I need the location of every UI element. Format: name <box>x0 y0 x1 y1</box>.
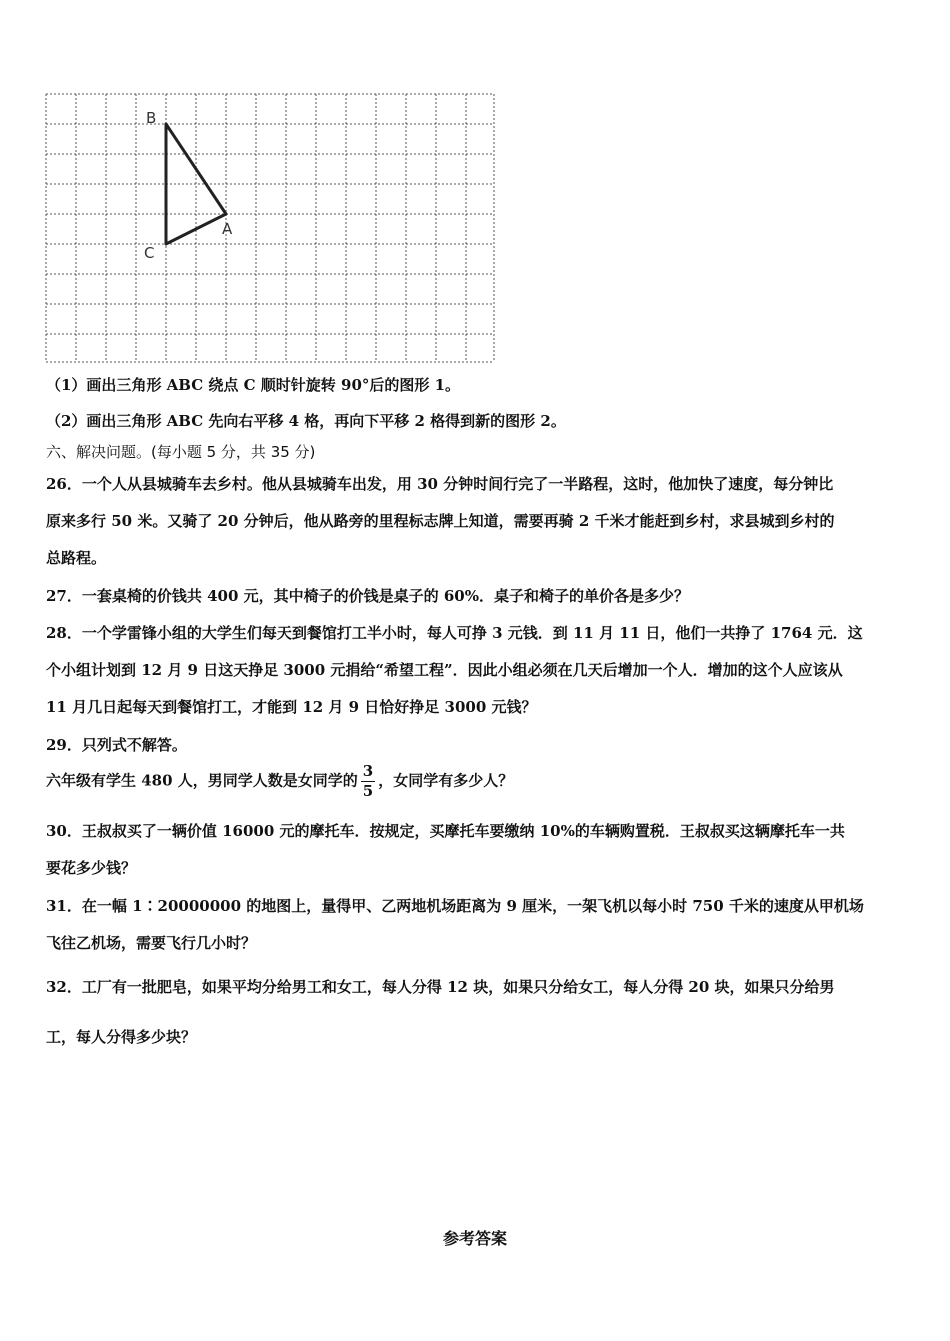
grid-figure <box>44 92 496 364</box>
q32-line2: 工，每人分得多少块？ <box>46 1028 197 1046</box>
q26-line2: 原来多行 50 米。又骑了 20 分钟后，他从路旁的里程标志牌上知道，需要再骑 2 千米才能赶到乡村，求县城到乡村的 <box>46 512 835 530</box>
section-6-heading: 六、解决问题。(每小题 5 分，共 35 分) <box>46 443 316 461</box>
label-a: A <box>222 220 233 238</box>
grid-lines <box>46 94 494 362</box>
q27: 27．一套桌椅的价钱共 400 元，其中椅子的价钱是桌子的 60%．桌子和椅子的单价各是多少？ <box>46 587 689 605</box>
q28-line3: 11 月几日起每天到餐馆打工，才能到 12 月 9 日恰好挣足 3000 元钱？ <box>46 698 537 716</box>
q25-part1: （1）画出三角形 ABC 绕点 C 顺时针旋转 90°后的图形 1。 <box>46 376 461 394</box>
answer-section-title: 参考答案 <box>442 1229 507 1248</box>
q29-problem <box>46 764 513 799</box>
q29: 29．只列式不解答。 <box>46 736 187 754</box>
q28-line2: 个小组计划到 12 月 9 日这天挣足 3000 元捐给“希望工程”．因此小组必须在几天后增加一个人．增加的这个人应该从 <box>46 661 843 679</box>
fraction-numerator: 3 <box>362 762 374 780</box>
q30-line2: 要花多少钱？ <box>46 859 137 877</box>
q31-line2: 飞往乙机场，需要飞行几小时？ <box>46 934 257 952</box>
q26-line3: 总路程。 <box>46 549 107 567</box>
q31-line1: 31．在一幅 1∶20000000 的地图上，量得甲、乙两地机场距离为 9 厘米，一架飞机以每小时 750 千米的速度从甲机场 <box>46 897 864 915</box>
fraction-three-fifths <box>361 764 375 799</box>
fraction-denominator: 5 <box>362 782 374 800</box>
q26-line1: 26．一个人从县城骑车去乡村。他从县城骑车出发，用 30 分钟时间行完了一半路程，这时，他加快了速度，每分钟比 <box>46 475 834 493</box>
q29-text-post: ，女同学有多少人？ <box>378 771 514 790</box>
q32-line1: 32．工厂有一批肥皂，如果平均分给男工和女工，每人分得 12 块，如果只分给女工，每人分得 20 块，如果只分给男 <box>46 978 835 996</box>
q25-part2: （2）画出三角形 ABC 先向右平移 4 格，再向下平移 2 格得到新的图形 2。 <box>46 412 566 430</box>
q30-line1: 30．王叔叔买了一辆价值 16000 元的摩托车．按规定，买摩托车要缴纳 10%的车辆购置税．王叔叔买这辆摩托车一共 <box>46 822 845 840</box>
q28-line1: 28．一个学雷锋小组的大学生们每天到餐馆打工半小时，每人可挣 3 元钱．到 11 月 11 日，他们一共挣了 1764 元．这 <box>46 624 863 642</box>
q29-text-pre: 六年级有学生 480 人，男同学人数是女同学的 <box>46 771 358 790</box>
label-c: C <box>144 244 155 262</box>
label-b: B <box>146 109 157 127</box>
